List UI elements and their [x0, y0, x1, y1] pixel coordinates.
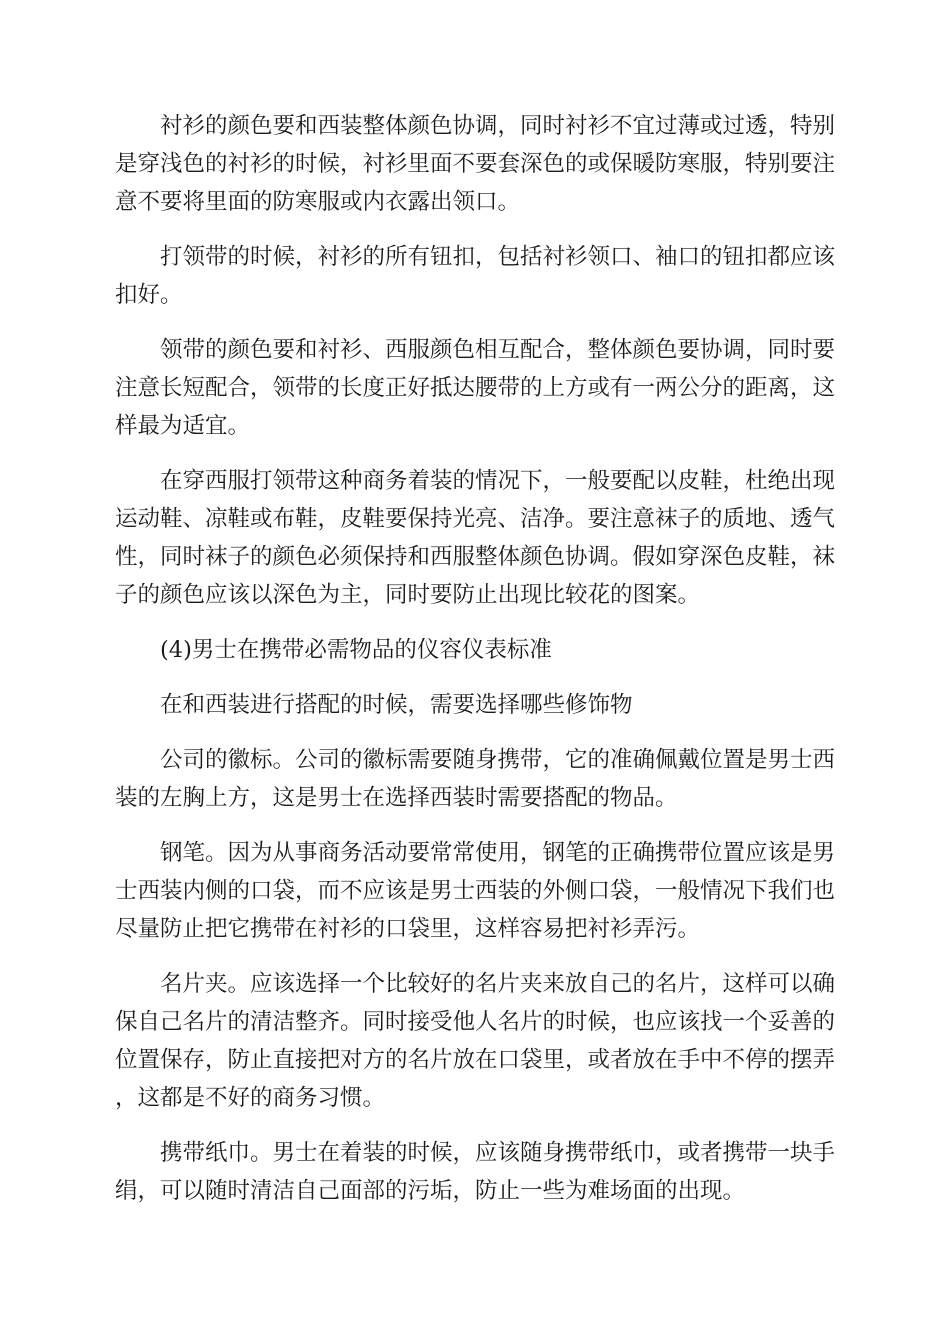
- paragraph-card-holder: 名片夹。应该选择一个比较好的名片夹来放自己的名片，这样可以确保自己名片的清洁整齐。同时接受他人名片的时候，也应该找一个妥善的位置保存，防止直接把对方的名片放在口袋里，或者放在手中不停的摆弄，这都是不好的商务习惯。: [115, 971, 836, 1111]
- document-body: [115, 107, 835, 1227]
- paragraph-tie-buttons: 打领带的时候，衬衫的所有钮扣，包括衬衫领口、袖口的钮扣都应该扣好。: [115, 244, 836, 308]
- paragraph-company-badge: 公司的徽标。公司的徽标需要随身携带，它的准确佩戴位置是男士西装的左胸上方，这是男士在选择西装时需要搭配的物品。: [115, 747, 836, 811]
- paragraph-shirt-color: 衬衫的颜色要和西装整体颜色协调，同时衬衫不宜过薄或过透，特别是穿浅色的衬衫的时候，衬衫里面不要套深色的或保暖防寒服，特别要注意不要将里面的防寒服或内衣露出领口。: [115, 113, 836, 215]
- paragraph-pen: 钢笔。因为从事商务活动要常常使用，钢笔的正确携带位置应该是男士西装内侧的口袋，而不应该是男士西装的外侧口袋，一般情况下我们也尽量防止把它携带在衬衫的口袋里，这样容易把衬衫弄污。: [115, 840, 836, 942]
- paragraph-accessories-intro: 在和西装进行搭配的时候，需要选择哪些修饰物: [160, 692, 633, 718]
- section-heading-accessories: (4)男士在携带必需物品的仪容仪表标准: [160, 637, 552, 663]
- paragraph-tissue: 携带纸巾。男士在着装的时候，应该随身携带纸巾，或者携带一块手绢，可以随时清洁自己面部的污垢，防止一些为难场面的出现。: [115, 1140, 836, 1204]
- paragraph-tie-color: 领带的颜色要和衬衫、西服颜色相互配合，整体颜色要协调，同时要注意长短配合，领带的长度正好抵达腰带的上方或有一两公分的距离，这样最为适宜。: [115, 337, 836, 439]
- paragraph-shoes-socks: 在穿西服打领带这种商务着装的情况下，一般要配以皮鞋，杜绝出现运动鞋、凉鞋或布鞋，皮鞋要保持光亮、洁净。要注意袜子的质地、透气性，同时袜子的颜色必须保持和西服整体颜色协调。假如穿深色皮鞋，袜子的颜色应该以深色为主，同时要防止出现比较花的图案。: [115, 468, 836, 608]
